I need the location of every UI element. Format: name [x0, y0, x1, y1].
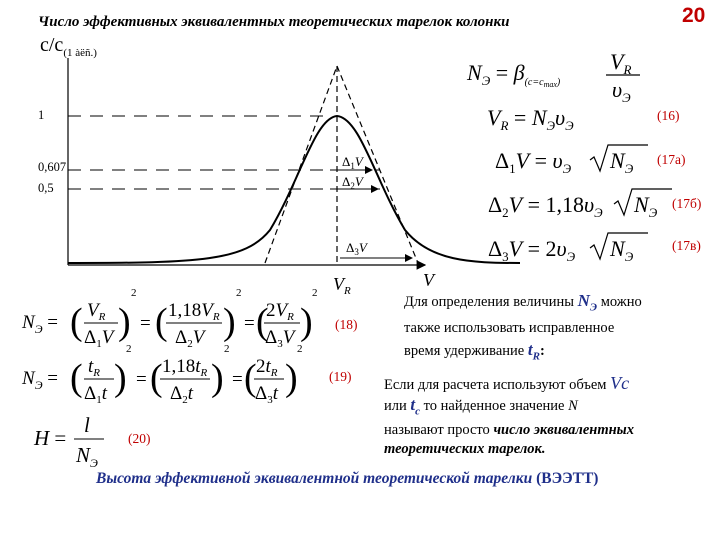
svg-text:=: = [244, 313, 255, 334]
formula-18 [21, 287, 318, 350]
eq-number-16: (16) [657, 108, 680, 123]
svg-text:NЭ: $N_Э$ [634, 192, 658, 220]
svg-text:(: ( [70, 357, 83, 399]
svg-text:=: = [232, 369, 243, 390]
formula-19 [21, 343, 303, 406]
svg-text:NЭ: $N_Э$ [76, 443, 98, 470]
svg-text:NЭ: $N_Э$ [610, 148, 634, 176]
svg-text:Δ3V: $\Delta_3V$ [265, 327, 295, 350]
svg-text:H =: H = [34, 426, 67, 450]
svg-text:): ) [300, 301, 313, 343]
svg-text:): ) [114, 357, 127, 399]
svg-text:Δ1V: $\Delta_1V$ [84, 327, 114, 350]
eq-number-17c: (17в) [672, 238, 701, 253]
svg-text:Δ2t: $\Delta_2t$ [170, 383, 193, 406]
svg-text:VR: $V_R$ [610, 49, 632, 77]
width-label-1: $\Delta_1V$ [342, 154, 363, 171]
svg-text:(: ( [70, 301, 83, 343]
svg-text:NЭ =: $N_Э$ = [22, 312, 59, 336]
svg-text:2: 2 [224, 343, 230, 355]
eq-number-17b: (17б) [672, 196, 702, 211]
eq-number-17a: (17а) [657, 152, 686, 167]
svg-text:): ) [223, 301, 236, 343]
svg-text:1,18VR: $1,18V_R$ [168, 300, 220, 323]
formula-20 [33, 413, 104, 470]
width-label-2: $\Delta_2V$ [342, 174, 363, 191]
eq-number-19: (19) [329, 369, 352, 384]
y-axis-label: $c/c_{(1 àëñ.)}$ [40, 34, 97, 59]
svg-text:Δ3t: $\Delta_3t$ [255, 383, 278, 406]
svg-text:Δ2V = 1,18υЭ: $\Delta_2V = 1,18\upsilon_Э$ [488, 192, 603, 220]
svg-text:2: 2 [297, 343, 303, 355]
svg-text:NЭ =: $N_Э$ = [22, 368, 59, 392]
svg-text:2: 2 [131, 287, 137, 299]
svg-text:(: ( [155, 301, 168, 343]
svg-text:=: = [136, 369, 147, 390]
y-tick-1: 1 [38, 108, 45, 122]
svg-text:): ) [285, 357, 298, 399]
svg-text:2: 2 [312, 287, 318, 299]
y-tick-0607: 0,607 [38, 160, 67, 174]
svg-text:Δ1V = υЭ: $\Delta_1V = \upsilon_Э$ [495, 148, 572, 176]
svg-text:Δ2V: $\Delta_2V$ [175, 327, 205, 350]
svg-text:2VR: $2V_R$ [266, 300, 294, 323]
x-axis-label: V [423, 270, 434, 290]
svg-text:): ) [211, 357, 224, 399]
eq-number-18: (18) [335, 317, 358, 332]
peak-x-label: $V_R$ [333, 274, 351, 297]
svg-text:(: ( [244, 357, 257, 399]
svg-text:NЭ = β(c=cmax): $N_Э = \beta_{(c=c}\max$) [467, 60, 561, 89]
svg-text:2: 2 [126, 343, 132, 355]
svg-text:tR: $t_R$ [88, 356, 101, 379]
page-number: 20 [682, 4, 706, 27]
y-tick-05: 0,5 [38, 181, 54, 195]
svg-text:Δ3V = 2υЭ: $\Delta_3V = 2\upsilon_Э$ [488, 236, 576, 264]
svg-text:(: ( [256, 301, 269, 343]
width-label-3: $\Delta_3V$ [346, 240, 367, 257]
svg-text:υЭ: $\upsilon_Э$ [612, 77, 631, 105]
svg-text:): ) [118, 301, 131, 343]
svg-text:NЭ: $N_Э$ [610, 236, 634, 264]
svg-text:1,18tR: $1,18t_R$ [162, 356, 208, 379]
svg-text:2: 2 [236, 287, 242, 299]
svg-text:l: l [84, 413, 90, 437]
svg-text:VR: $V_R$ [87, 300, 106, 323]
formula-vr: $V_R = N_Э\upsilon_Э$ [487, 105, 574, 133]
note-corrected-time: Для определения величины $N_Э$ можно также использовать исправленное время удерживание $t_R$: [404, 291, 642, 363]
note-volume: Если для расчета используют объем Vc или $t_c$ то найденное значение N называют просто число эквивалентных теоретических тарелок. [384, 373, 634, 458]
footer-heading: Высота эффективной эквивалентной теоретической тарелки (ВЭЭТТ) [96, 470, 599, 487]
eq-number-20: (20) [128, 431, 151, 446]
svg-text:(: ( [150, 357, 163, 399]
svg-text:=: = [140, 313, 151, 334]
slide-title: Число эффективных эквивалентных теоретических тарелок колонки [38, 14, 510, 30]
svg-text:Δ1t: $\Delta_1t$ [84, 383, 107, 406]
svg-text:2tR: $2t_R$ [256, 356, 278, 379]
